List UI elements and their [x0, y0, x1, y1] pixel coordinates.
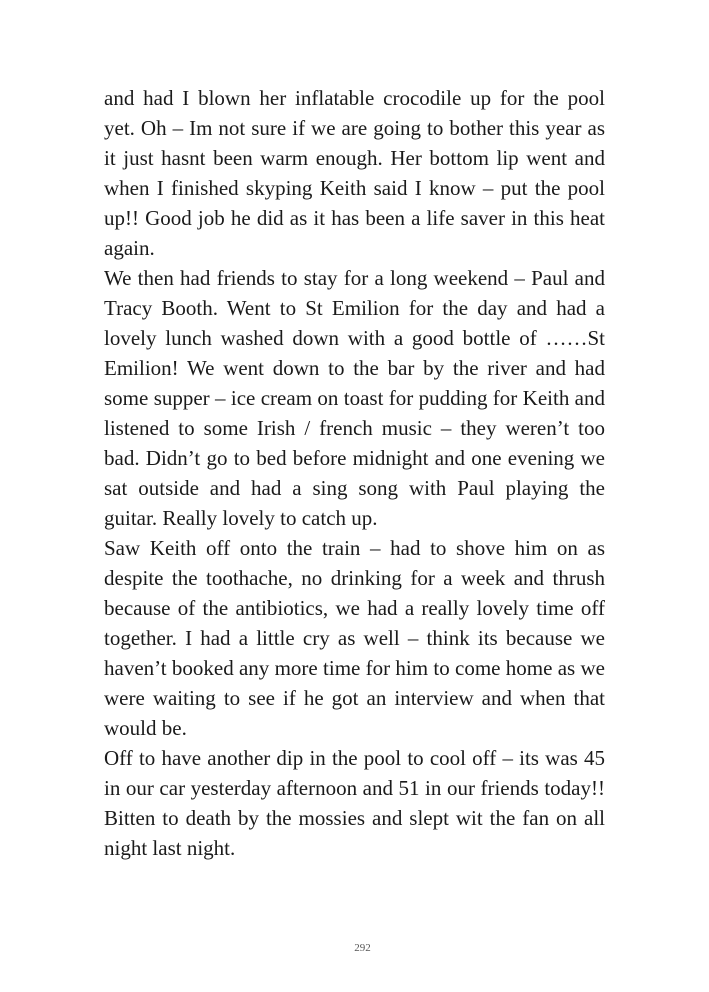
paragraph-3: Saw Keith off onto the train – had to shove him on as despite the toothache, no drinking for a week and thrush because of the antibiotics, we had a really lovely time off together. I had a little cry as well – think its because we haven’t booked any more time for him to come home as we were waiting to see if he got an interview and when that would be. — [104, 536, 605, 740]
paragraph-4: Off to have another dip in the pool to cool off – its was 45 in our car yesterday afternoon and 51 in our friends today!! Bitten to death by the mossies and slept wit the fan on all night last night. — [104, 746, 605, 860]
paragraph-1: and had I blown her inflatable crocodile up for the pool yet. Oh – Im not sure if we are going to bother this year as it just hasnt been warm enough. Her bottom lip went and when I finished skyping Keith said I know – put the pool up!! Good job he did as it has been a life saver in this heat again. — [104, 86, 605, 260]
body-text — [104, 83, 605, 863]
paragraph-2: We then had friends to stay for a long weekend – Paul and Tracy Booth. Went to St Emilion for the day and had a lovely lunch washed down with a good bottle of ……St Emilion! We went down to the bar by the river and had some supper – ice cream on toast for pudding for Keith and listened to some Irish / french music – they weren’t too bad. Didn’t go to bed before midnight and one evening we sat outside and had a sing song with Paul playing the guitar. Really lovely to catch up. — [104, 266, 605, 530]
page-number: 292 — [354, 942, 371, 954]
